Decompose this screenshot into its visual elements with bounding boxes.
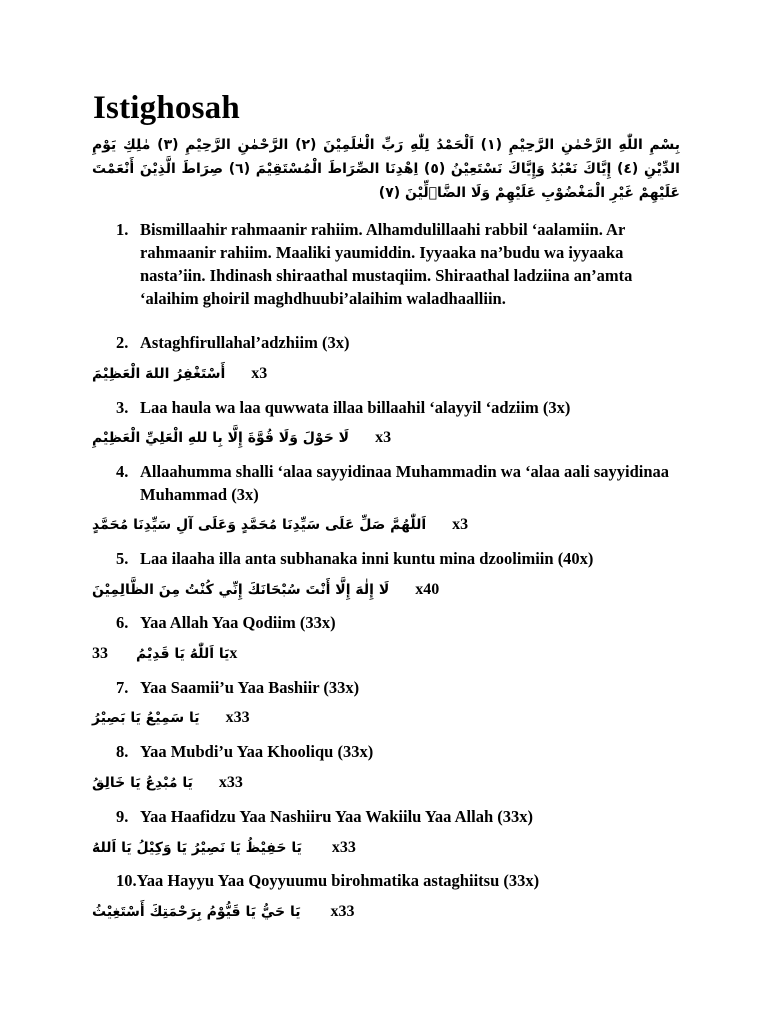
item-text: Yaa Allah Yaa Qodiim (33x) [140,613,336,632]
list-item [116,805,676,828]
list-item [116,460,676,506]
al-fatihah-arabic: بِسْمِ اللّٰهِ الرَّحْمٰنِ الرَّحِيْمِ (١) اَلْحَمْدُ لِلّٰهِ رَبِّ الْعٰلَمِيْنَ (٢) الرَّحْمٰنِ الرَّحِيْمِ (٣) مٰلِكِ يَوْمِ الدِّيْنِ (٤) إِيَّاكَ نَعْبُدُ وَإِيَّاكَ نَسْتَعِيْنُ (٥) اِهْدِنَا الصِّرَاطَ الْمُسْتَقِيْمَ (٦) صِرَاطَ الَّذِيْنَ أَنْعَمْتَ عَلَيْهِمْ غَيْرِ الْمَغْضُوْبِ عَلَيْهِمْ وَلَا الضَّاۤلِّيْنَ (٧) [92,137,680,201]
arabic-line [92,770,243,796]
arabic-line [92,361,267,387]
repeat-count: x3 [452,516,469,533]
repeat-count: x33 [218,774,243,791]
arabic-text: لَا حَوْلَ وَلَا قُوَّةَ إِلَّا بِا للهِ الْعَلِيِّ الْعَظِيْمِ [92,430,350,446]
list-item [116,396,676,419]
item-number: 3. [116,398,129,417]
item-number: 5. [116,549,129,568]
item-text: Yaa Haafidzu Yaa Nashiiru Yaa Wakiilu Yaa Allah (33x) [140,807,534,826]
arabic-text: يَا حَيُّ يَا قَيُّوْمُ بِرَحْمَتِكَ أَسْتَغِيْثُ [92,904,301,920]
list-item [116,218,676,310]
item-text: Astaghfirullahal’adzhiim (3x) [140,333,350,352]
arabic-line [92,512,468,538]
item-text: Yaa Mubdi’u Yaa Khooliqu (33x) [140,742,374,761]
arabic-text: اَللّٰهُمَّ صَلِّ عَلَى سَيِّدِنَا مُحَمَّدٍ وَعَلَى آلِ سَيِّدِنَا مُحَمَّدٍ [92,517,427,533]
list-item [116,869,676,892]
arabic-line [92,705,250,731]
arabic-line [92,425,391,451]
item-number: 7. [116,678,129,697]
arabic-text: يَا مُبْدِعُ يَا خَالِقُ [92,775,193,791]
list-item [116,676,676,699]
repeat-count: x3 [375,429,392,446]
arabic-text: لَا إِلٰهَ إِلَّا أَنْتَ سُبْحَانَكَ إِنِّي كُنْتُ مِنَ الظَّالِمِيْنَ [92,582,390,598]
item-number: 9. [116,807,129,826]
item-number: 2. [116,333,129,352]
item-text: Laa ilaaha illa anta subhanaka inni kuntu mina dzoolimiin (40x) [140,549,594,568]
item-number: 6. [116,613,129,632]
arabic-text: يَا حَفِيْظُ يَا نَصِيْرُ يَا وَكِيْلُ يَا اَللهُ [92,840,302,856]
item-text: Yaa Saamii’u Yaa Bashiir (33x) [140,678,360,697]
item-text [116,869,676,892]
repeat-count: x3 [251,365,268,382]
arabic-line [92,835,356,861]
list-item [116,331,676,354]
item-text: Allaahumma shalli ‘alaa sayyidinaa Muhammadin wa ‘alaa aali sayyidinaa Muhammad (3x) [140,462,670,504]
repeat-count: x40 [415,581,440,598]
item-number: 4. [116,462,129,481]
page-title: Istighosah [93,90,240,126]
repeat-count: 33 [92,645,108,662]
repeat-count: x33 [331,839,356,856]
item-text: Laa haula wa laa quwwata illaa billaahil ‘alayyil ‘adziim (3x) [140,398,571,417]
arabic-text: يَا اَللّٰهُ يَا قَدِيْمُ [136,646,230,662]
repeat-count-suffix: x [229,645,238,662]
arabic-text: أَسْتَغْفِرُ اللهَ الْعَظِيْمَ [92,366,226,382]
arabic-line [92,641,237,667]
list-item [116,740,676,763]
arabic-line [92,577,439,603]
item-number: 10. [116,871,137,890]
repeat-count: x33 [330,903,355,920]
arabic-text: يَا سَمِيْعُ يَا بَصِيْرُ [92,710,200,726]
item-number: 1. [116,220,129,239]
arabic-line [92,899,354,925]
item-text: Bismillaahir rahmaanir rahiim. Alhamdulillaahi rabbil ‘aalamiin. Ar rahmaanir rahiim. Maaliki yaumiddin. Iyyaaka na’budu wa iyyaaka nasta’iin. Ihdinash shiraathal mustaqiim. Shiraathal ladziina an’amta ‘alaihim ghoiril maghdhuubi’alaihim waladhaalliin. [140,220,633,308]
list-item [116,547,676,570]
item-number: 8. [116,742,129,761]
list-item [116,611,676,634]
repeat-count: x33 [225,709,250,726]
item-body: Yaa Hayyu Yaa Qoyyuumu birohmatika astaghiitsu (33x) [136,871,540,890]
